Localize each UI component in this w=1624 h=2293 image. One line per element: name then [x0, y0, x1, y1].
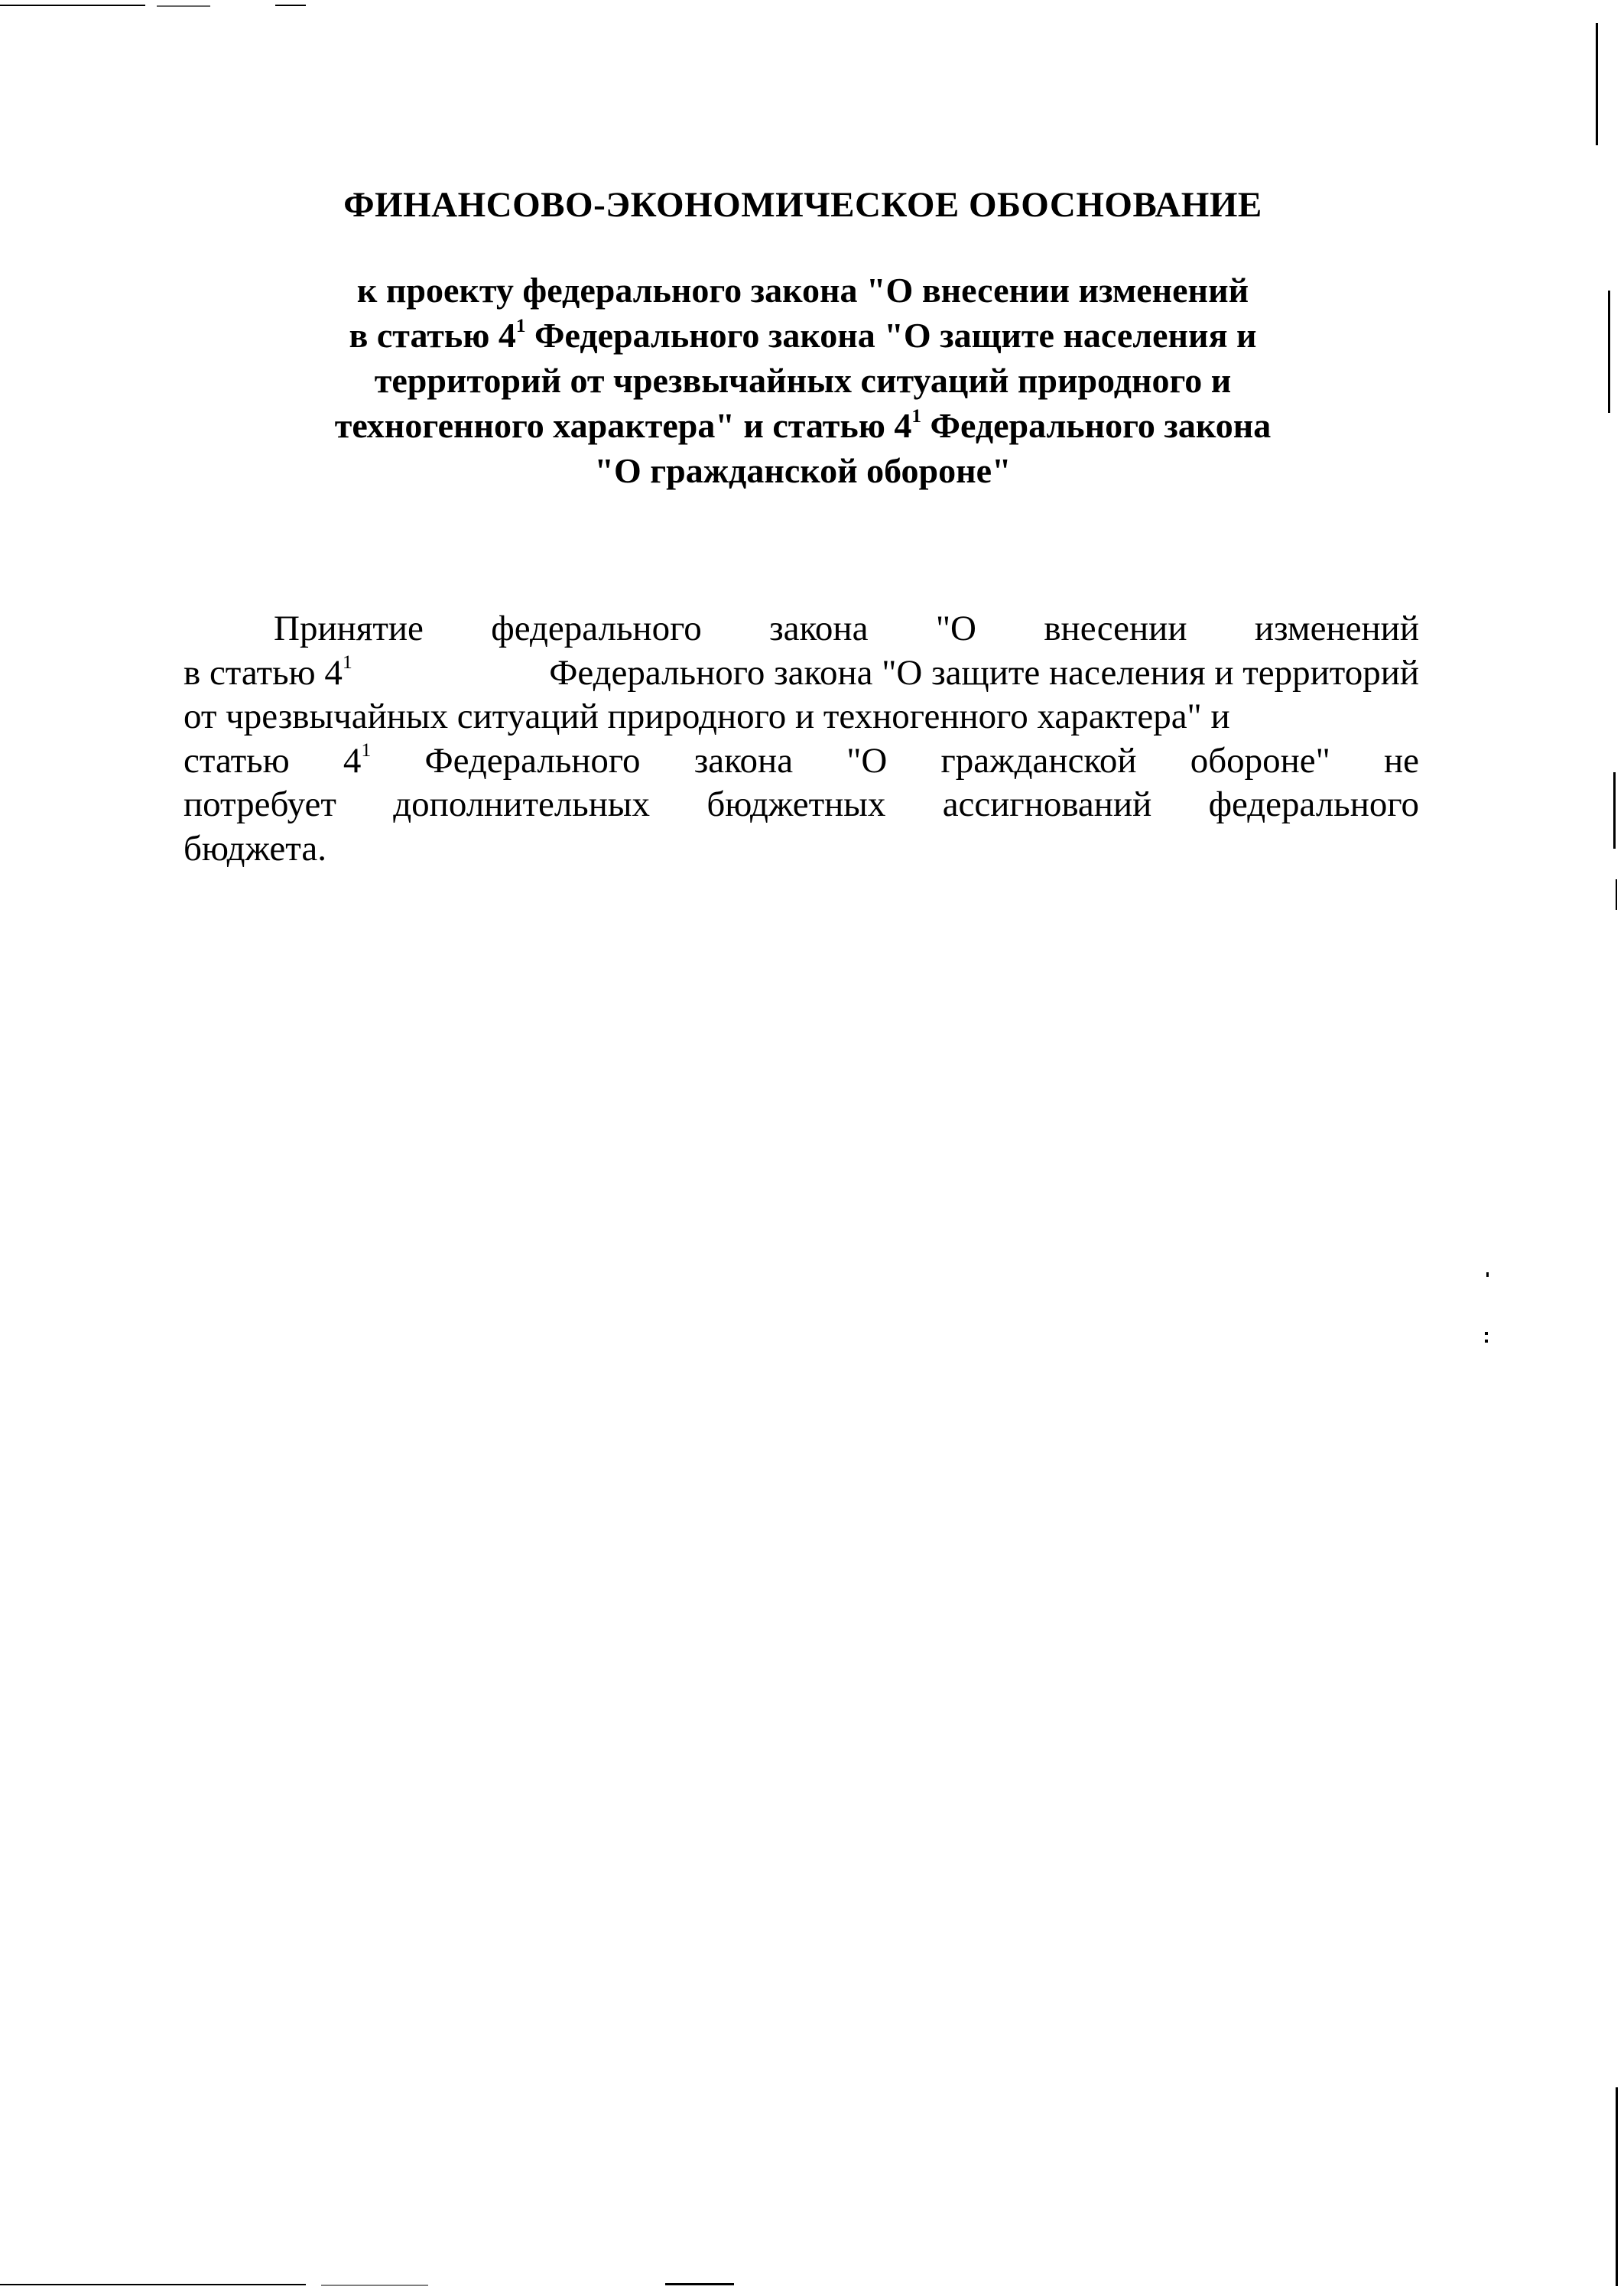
superscript-mark: 1 [911, 404, 921, 427]
body-line: потребует дополнительных бюджетных ассигнований федерального [184, 784, 1419, 824]
superscript-mark: 1 [515, 314, 526, 336]
body-paragraph [184, 607, 1419, 871]
body-line: от чрезвычайных ситуаций природного и техногенного характера" и [184, 697, 1230, 736]
body-line: в статью $4^1$ Федерального закона "О защите населения и территорий [184, 650, 1419, 693]
scan-artifact-top [0, 5, 145, 6]
scan-artifact-right-1 [1596, 23, 1598, 145]
superscript-mark: 1 [361, 738, 372, 761]
superscript-mark: 1 [342, 650, 352, 673]
subtitle-line: "О гражданской обороне" [594, 451, 1012, 490]
scan-artifact-dot-3 [1485, 1340, 1488, 1343]
scan-artifact-right-2 [1608, 291, 1610, 413]
scan-artifact-right-3 [1613, 772, 1616, 849]
scan-artifact-bottom-2 [321, 2285, 428, 2286]
document-title: ФИНАНСОВО-ЭКОНОМИЧЕСКОЕ ОБОСНОВАНИЕ [343, 185, 1262, 225]
scan-artifact-right-4 [1616, 879, 1617, 910]
scan-artifact-right-5 [1616, 2087, 1618, 2286]
scan-artifact-top-2 [157, 5, 210, 7]
body-line: статью $4^1$ Федерального закона "О гражданской обороне" не [184, 738, 1419, 781]
scan-artifact-dot-1 [1486, 1272, 1489, 1277]
scan-artifact-top-3 [275, 5, 306, 6]
subtitle-line: к проекту федерального закона "О внесении изменений [356, 271, 1249, 310]
subtitle-line: в статью $4^1$ Федерального закона "О защите населения и [349, 314, 1257, 355]
body-line: бюджета. [184, 828, 326, 869]
subtitle-line: техногенного характера" и статью $4^1$ Федерального закона [334, 404, 1272, 445]
body-line: Принятие федерального закона "О внесении изменений [274, 609, 1419, 648]
subtitle-line: территорий от чрезвычайных ситуаций природного и [374, 361, 1232, 400]
scan-artifact-bottom-1 [0, 2284, 306, 2285]
document-subtitle [0, 268, 1606, 493]
scan-artifact-dot-2 [1485, 1332, 1488, 1335]
scan-artifact-bottom-3 [665, 2283, 734, 2285]
